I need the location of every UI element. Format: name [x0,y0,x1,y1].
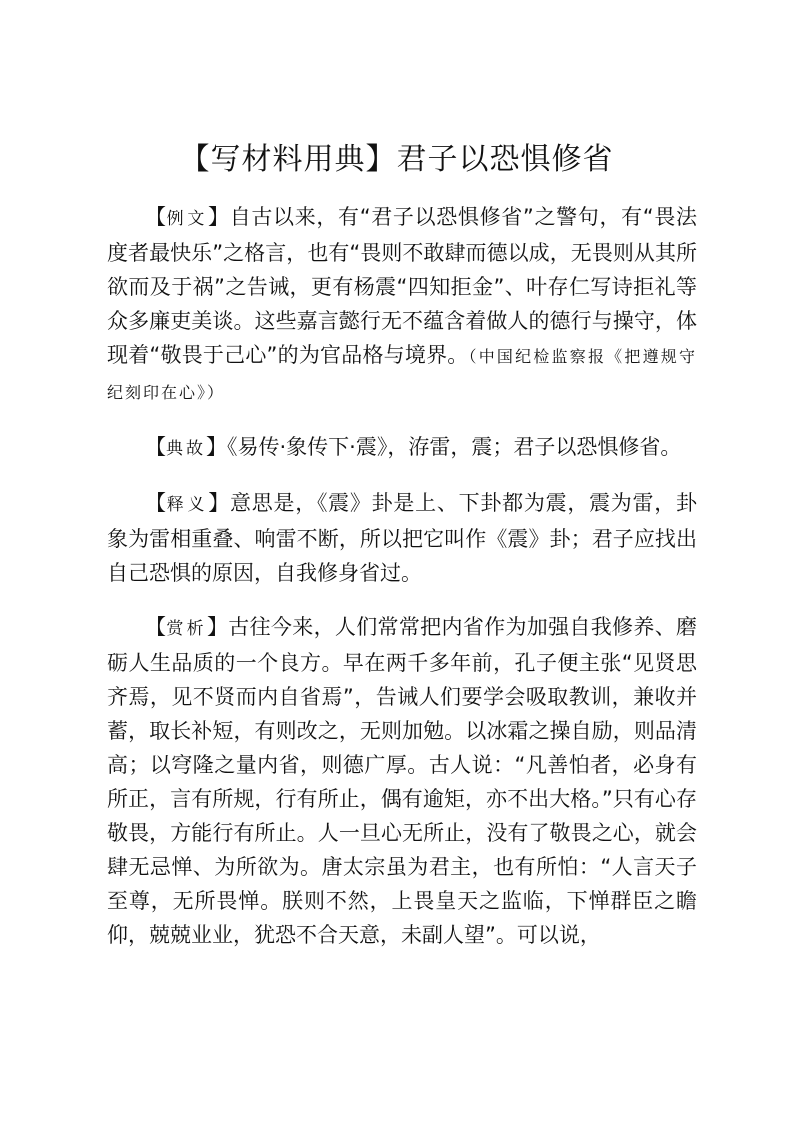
source-citation: （中国纪检监察报《把遵规守纪刻印在心》） [107,347,697,402]
document-body [107,200,697,972]
paragraph-appreciation [107,610,697,952]
paragraph-meaning [107,486,697,590]
section-text: 《易传·象传下·震》，洊雷，震；君子以恐惧修省。 [227,435,682,459]
section-tag: 【赏析】 [145,615,229,639]
paragraph-allusion [107,430,697,466]
section-text: 自古以来，有“君子以恐惧修省”之警句，有“畏法度者最快乐”之格言，也有“畏则不敢肆而德以成，无畏则从其所欲而及于祸”之告诫，更有杨震“四知拒金”、叶存仁写诗拒礼等众多廉吏美谈。这些嘉言懿行无不蕴含着做人的德行与操守，体现着“敬畏于己心”的为官品格与境界。 [107,205,698,367]
paragraph-example [107,200,697,410]
document-title: 【写材料用典】君子以恐惧修省 [179,142,614,177]
section-text: 意思是，《震》卦是上、下卦都为震，震为雷，卦象为雷相重叠、响雷不断，所以把它叫作《震》卦；君子应找出自己恐惧的原因，自我修身省过。 [107,491,698,585]
section-tag: 【典故】 [145,435,227,459]
section-tag: 【释义】 [145,491,230,515]
section-text: 古往今来，人们常常把内省作为加强自我修养、磨砺人生品质的一个良方。早在两千多年前，孔子便主张“见贤思齐焉，见不贤而内自省焉”，告诫人们要学会吸取教训，兼收并蓄，取长补短，有则改之，无则加勉。以冰霜之操自励，则品清高；以穹隆之量内省，则德广厚。古人说：“凡善怕者，必身有所正，言有所规，行有所止，偶有逾矩，亦不出大格。”只有心存敬畏，方能行有所止。人一旦心无所止，没有了敬畏之心，就会肆无忌惮、为所欲为。唐太宗虽为君主，也有所怕：“人言天子至尊，无所畏惮。朕则不然，上畏皇天之监临，下惮群臣之瞻仰，兢兢业业，犹恐不合天意，未副人望”。可以说， [107,615,698,947]
section-tag: 【例文】 [145,205,230,229]
